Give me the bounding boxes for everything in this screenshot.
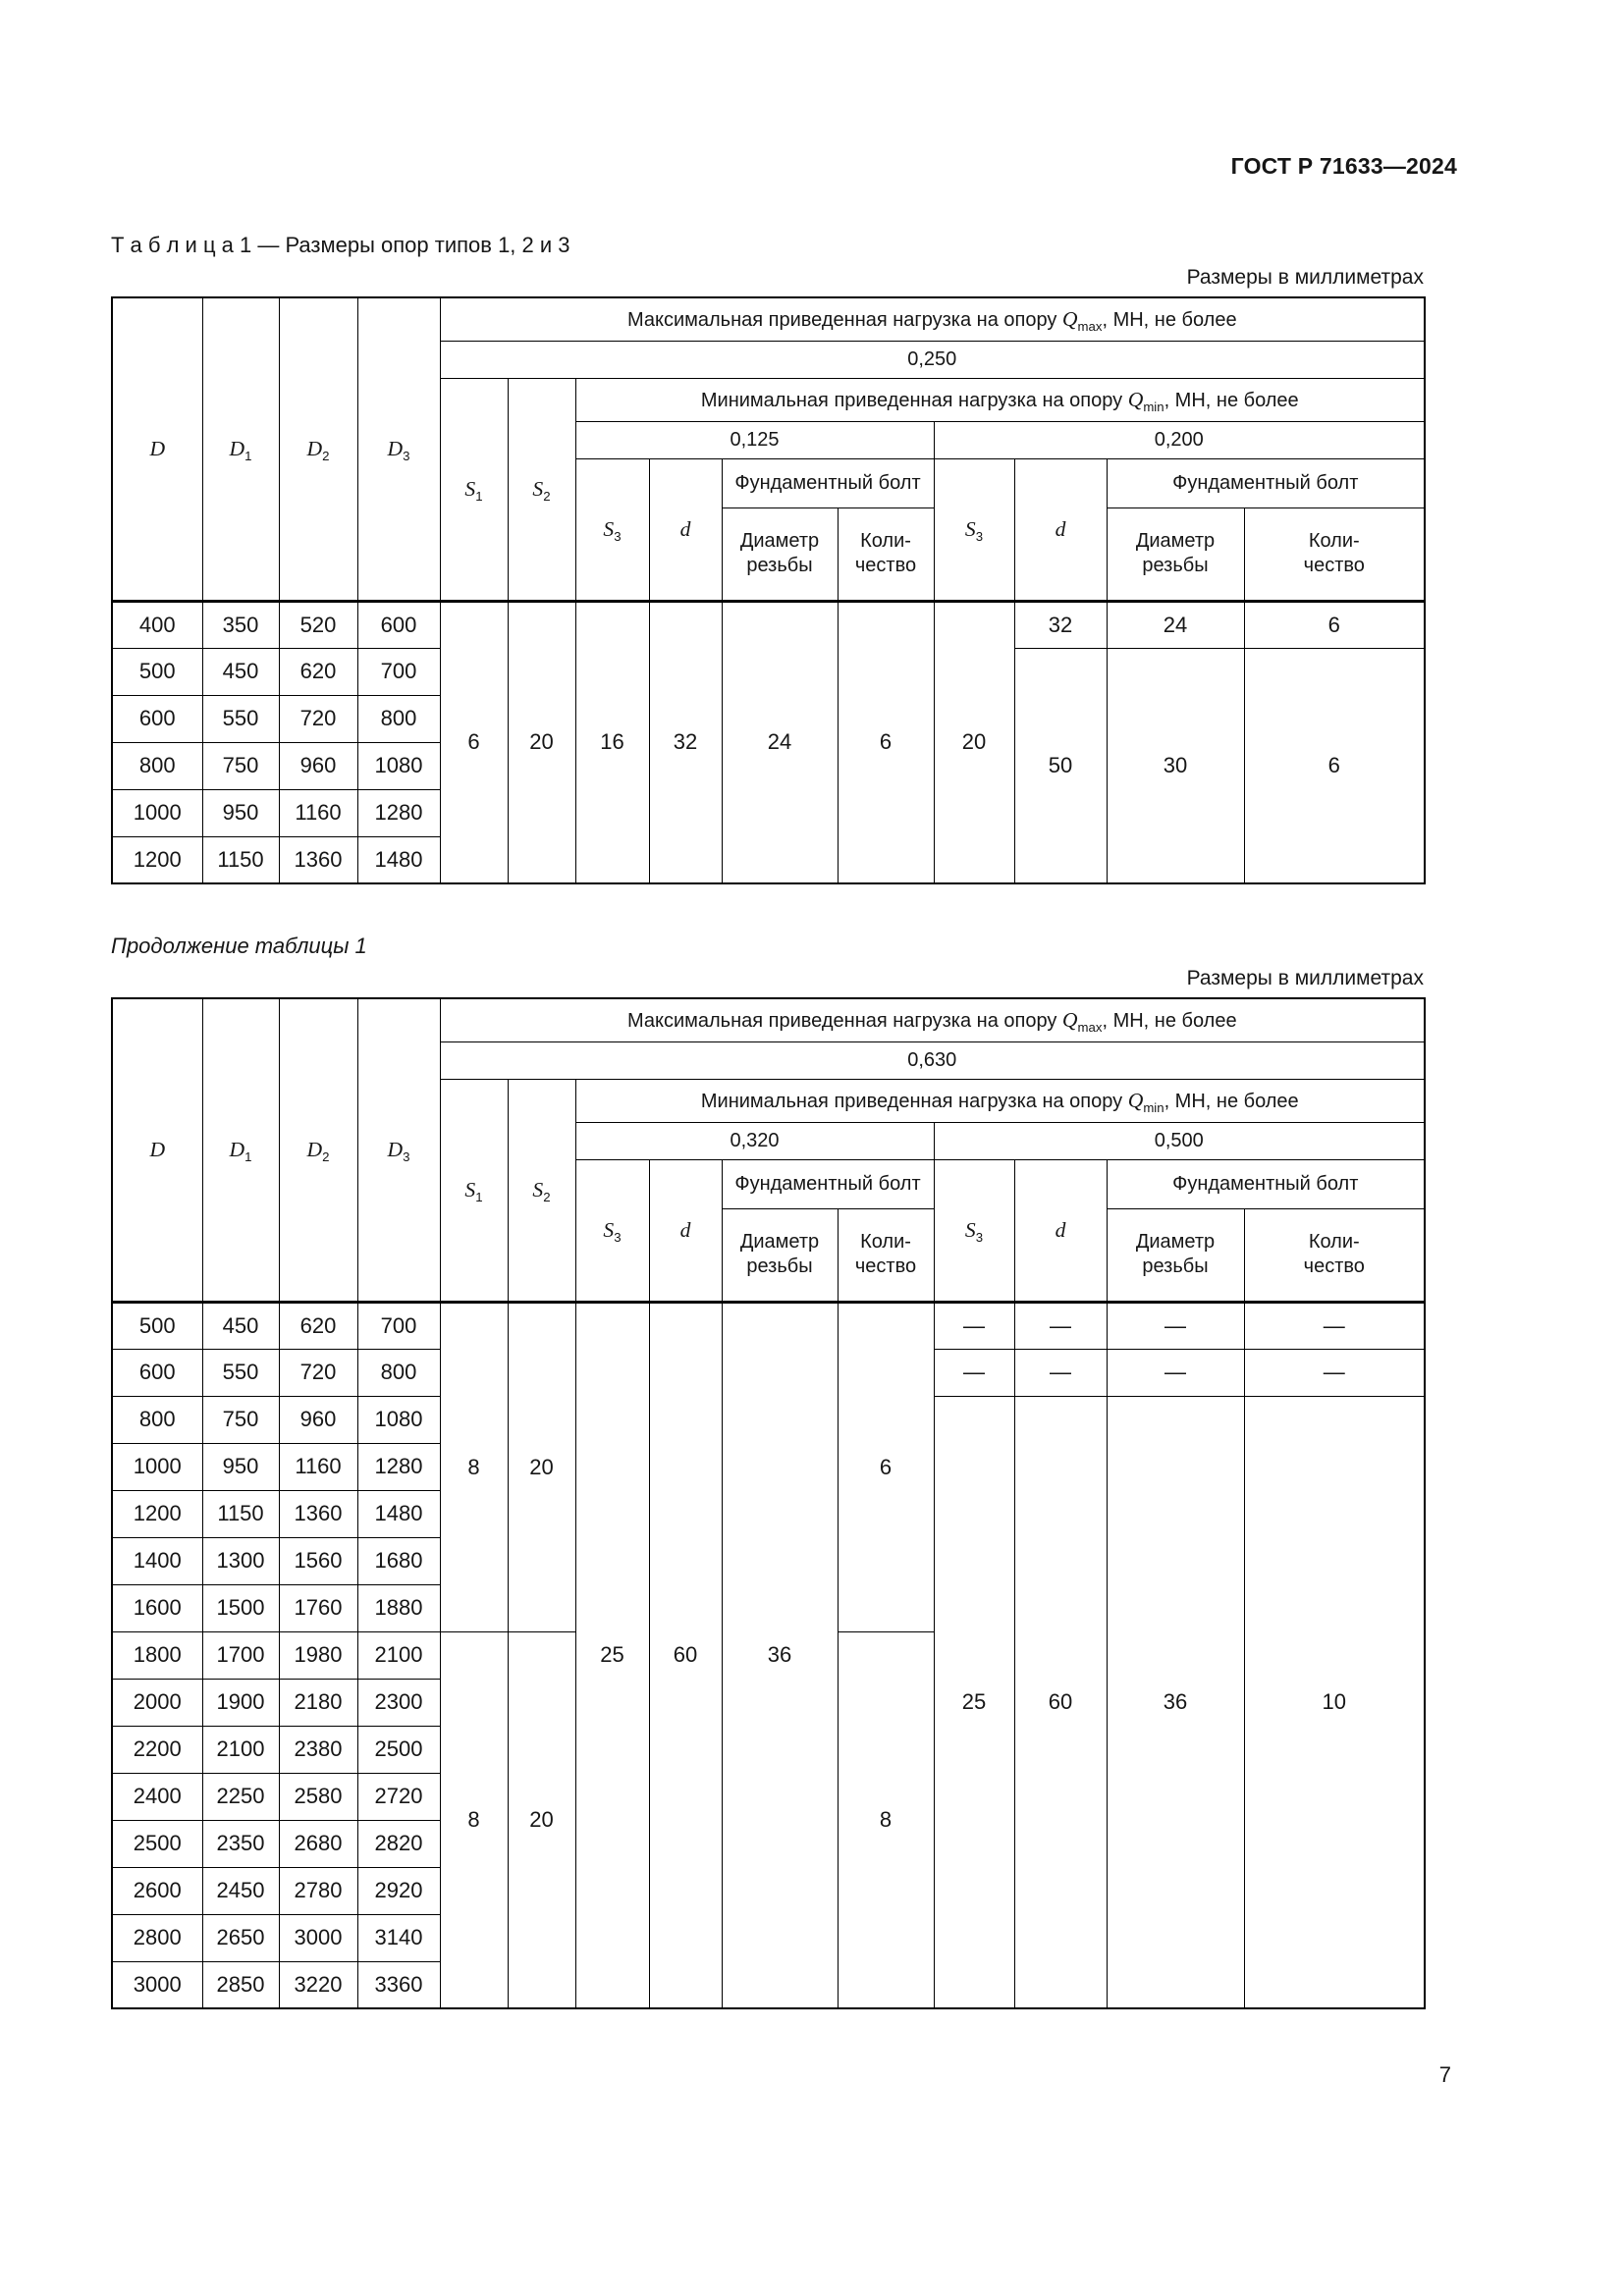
cell-D1: 1900 — [202, 1679, 279, 1726]
cell-D2: 1360 — [279, 1490, 357, 1537]
subscript-2: 2 — [543, 488, 551, 504]
quantity-line1: Коли- — [860, 1231, 911, 1253]
thread-diameter-header-left: Диаметр резьбы — [722, 507, 838, 601]
cell-dash: — — [1244, 1302, 1425, 1349]
table-row — [112, 1302, 1425, 1349]
subscript-max: max — [1077, 1019, 1103, 1035]
cell-D: 600 — [112, 1349, 202, 1396]
qmax-label-suffix: , МН, не более — [1102, 1009, 1237, 1032]
symbol-S: S — [464, 1177, 476, 1201]
subscript-3: 3 — [614, 528, 622, 544]
cell-S1: 8 — [440, 1631, 508, 2008]
cell-D2: 2580 — [279, 1773, 357, 1820]
quantity-header-left — [838, 1208, 934, 1302]
cell-D: 1000 — [112, 1443, 202, 1490]
cell-D1: 550 — [202, 1349, 279, 1396]
cell-D3: 3360 — [357, 1961, 440, 2008]
cell-D: 800 — [112, 1396, 202, 1443]
cell-thread-right: 30 — [1107, 648, 1244, 883]
cell-qty-left: 8 — [838, 1631, 934, 2008]
thread-diameter-header-right: Диаметр резьбы — [1107, 507, 1244, 601]
subscript-3: 3 — [614, 1229, 622, 1245]
symbol-S: S — [603, 1217, 615, 1242]
cell-d-left: 32 — [649, 601, 722, 883]
symbol-Q: Q — [1061, 1007, 1078, 1032]
cell-S3-right: 25 — [934, 1396, 1014, 2008]
cell-D1: 350 — [202, 601, 279, 648]
col-header-D1 — [202, 297, 279, 601]
cell-D2: 520 — [279, 601, 357, 648]
quantity-header-right — [1244, 1208, 1425, 1302]
symbol-D: D — [306, 436, 323, 460]
col-header-S2 — [508, 1079, 575, 1302]
cell-dash: — — [1107, 1302, 1244, 1349]
cell-D2: 620 — [279, 648, 357, 695]
symbol-D: D — [149, 1137, 166, 1161]
qmin-right-value: 0,200 — [934, 421, 1425, 458]
cell-D1: 450 — [202, 648, 279, 695]
qmax-label: Максимальная приведенная нагрузка на опору — [626, 1009, 1062, 1032]
symbol-D: D — [387, 1137, 404, 1161]
cell-dash: — — [934, 1349, 1014, 1396]
cell-D: 2800 — [112, 1914, 202, 1961]
cell-D3: 1080 — [357, 742, 440, 789]
cell-D3: 1280 — [357, 1443, 440, 1490]
col-header-S3-left — [575, 458, 649, 601]
subscript-1: 1 — [244, 448, 252, 463]
cell-D: 2200 — [112, 1726, 202, 1773]
cell-D1: 1300 — [202, 1537, 279, 1584]
qmax-label-suffix: , МН, не более — [1102, 308, 1237, 331]
col-header-D1 — [202, 998, 279, 1302]
cell-S2: 20 — [508, 601, 575, 883]
cell-dash: — — [1244, 1349, 1425, 1396]
cell-S3-left: 25 — [575, 1302, 649, 2008]
cell-D: 2600 — [112, 1867, 202, 1914]
qmax-header — [440, 297, 1425, 341]
symbol-D: D — [229, 436, 245, 460]
symbol-D: D — [306, 1137, 323, 1161]
cell-D: 600 — [112, 695, 202, 742]
symbol-S: S — [532, 476, 544, 501]
symbol-D: D — [387, 436, 404, 460]
cell-D1: 450 — [202, 1302, 279, 1349]
cell-D3: 1280 — [357, 789, 440, 836]
cell-D1: 2450 — [202, 1867, 279, 1914]
cell-D: 2400 — [112, 1773, 202, 1820]
symbol-d: d — [1055, 516, 1066, 541]
dimensions-table-1 — [111, 296, 1426, 884]
col-header-D — [112, 998, 202, 1302]
quantity-line2: чество — [854, 1255, 917, 1277]
table1-caption: Т а б л и ц а 1 — Размеры опор типов 1, 2 и 3 — [111, 233, 570, 257]
col-header-S1 — [440, 1079, 508, 1302]
col-header-S1 — [440, 378, 508, 601]
cell-D3: 1480 — [357, 1490, 440, 1537]
symbol-S: S — [464, 476, 476, 501]
cell-qty-right: 10 — [1244, 1396, 1425, 2008]
qmin-left-value: 0,320 — [575, 1122, 934, 1159]
cell-D2: 3220 — [279, 1961, 357, 2008]
cell-D3: 1880 — [357, 1584, 440, 1631]
cell-D2: 1160 — [279, 789, 357, 836]
cell-D3: 800 — [357, 1349, 440, 1396]
quantity-line2: чество — [1303, 1255, 1365, 1277]
symbol-Q: Q — [1127, 387, 1144, 411]
quantity-line2: чество — [854, 555, 917, 576]
cell-D3: 1080 — [357, 1396, 440, 1443]
col-header-D2 — [279, 998, 357, 1302]
foundation-bolt-header-left: Фундаментный болт — [722, 458, 934, 507]
qmax-label: Максимальная приведенная нагрузка на опору — [626, 308, 1062, 331]
cell-D: 1200 — [112, 836, 202, 883]
units-note: Размеры в миллиметрах — [1186, 967, 1424, 989]
cell-d-right: 60 — [1014, 1396, 1107, 2008]
foundation-bolt-header-left: Фундаментный болт — [722, 1159, 934, 1208]
col-header-D3 — [357, 998, 440, 1302]
cell-D2: 2180 — [279, 1679, 357, 1726]
col-header-d-left — [649, 458, 722, 601]
cell-D: 800 — [112, 742, 202, 789]
cell-thread-left: 36 — [722, 1302, 838, 2008]
cell-dash: — — [1014, 1302, 1107, 1349]
cell-thread-right: 36 — [1107, 1396, 1244, 2008]
symbol-Q: Q — [1127, 1088, 1144, 1112]
qmin-header — [575, 378, 1425, 421]
cell-D2: 620 — [279, 1302, 357, 1349]
cell-D: 1400 — [112, 1537, 202, 1584]
cell-D3: 1680 — [357, 1537, 440, 1584]
cell-D: 400 — [112, 601, 202, 648]
cell-D1: 2250 — [202, 1773, 279, 1820]
cell-d-left: 60 — [649, 1302, 722, 2008]
doc-number: ГОСТ Р 71633—2024 — [1230, 153, 1457, 179]
cell-dash: — — [1014, 1349, 1107, 1396]
subscript-3: 3 — [975, 528, 984, 544]
subscript-max: max — [1077, 318, 1103, 334]
symbol-d: d — [1055, 1217, 1066, 1242]
cell-qty-right: 6 — [1244, 601, 1425, 648]
symbol-d: d — [679, 1217, 691, 1242]
cell-D: 3000 — [112, 1961, 202, 2008]
subscript-3: 3 — [403, 1148, 410, 1164]
thread-diameter-header-left: Диаметр резьбы — [722, 1208, 838, 1302]
subscript-2: 2 — [543, 1189, 551, 1204]
cell-D: 500 — [112, 648, 202, 695]
quantity-line1: Коли- — [1308, 1231, 1360, 1253]
cell-S3-left: 16 — [575, 601, 649, 883]
cell-D3: 700 — [357, 1302, 440, 1349]
col-header-S3-right — [934, 458, 1014, 601]
cell-S2: 20 — [508, 1631, 575, 2008]
qmin-header — [575, 1079, 1425, 1122]
col-header-D3 — [357, 297, 440, 601]
cell-D3: 2300 — [357, 1679, 440, 1726]
qmin-right-value: 0,500 — [934, 1122, 1425, 1159]
qmin-label: Минимальная приведенная нагрузка на опору — [700, 1090, 1128, 1112]
cell-dash: — — [1107, 1349, 1244, 1396]
symbol-S: S — [532, 1177, 544, 1201]
cell-D: 2500 — [112, 1820, 202, 1867]
cell-D1: 750 — [202, 1396, 279, 1443]
cell-D: 500 — [112, 1302, 202, 1349]
subscript-min: min — [1143, 399, 1164, 414]
cell-thread-left: 24 — [722, 601, 838, 883]
subscript-2: 2 — [322, 1148, 330, 1164]
table1-header — [112, 297, 1425, 601]
cell-D1: 2350 — [202, 1820, 279, 1867]
cell-D3: 2920 — [357, 1867, 440, 1914]
cell-D2: 1560 — [279, 1537, 357, 1584]
qmax-value: 0,250 — [440, 341, 1425, 378]
page-number: 7 — [1438, 2062, 1451, 2087]
cell-D3: 2100 — [357, 1631, 440, 1679]
cell-D: 1200 — [112, 1490, 202, 1537]
cell-D: 1000 — [112, 789, 202, 836]
cell-D: 2000 — [112, 1679, 202, 1726]
quantity-header-right — [1244, 507, 1425, 601]
cell-D1: 950 — [202, 789, 279, 836]
quantity-header-left — [838, 507, 934, 601]
col-header-d-right — [1014, 458, 1107, 601]
cell-D2: 2380 — [279, 1726, 357, 1773]
qmax-header — [440, 998, 1425, 1041]
cell-D2: 960 — [279, 742, 357, 789]
cell-D3: 2500 — [357, 1726, 440, 1773]
cell-d-right: 50 — [1014, 648, 1107, 883]
cell-D: 1800 — [112, 1631, 202, 1679]
col-header-D — [112, 297, 202, 601]
cell-D3: 3140 — [357, 1914, 440, 1961]
cell-D3: 800 — [357, 695, 440, 742]
subscript-min: min — [1143, 1099, 1164, 1115]
cell-D2: 1160 — [279, 1443, 357, 1490]
cell-S1: 8 — [440, 1302, 508, 1631]
cell-D2: 720 — [279, 1349, 357, 1396]
cell-D2: 1760 — [279, 1584, 357, 1631]
cell-qty-right: 6 — [1244, 648, 1425, 883]
cell-D3: 600 — [357, 601, 440, 648]
subscript-1: 1 — [475, 488, 483, 504]
col-header-d-left — [649, 1159, 722, 1302]
dimensions-table-1-continuation — [111, 997, 1426, 2009]
cell-D3: 700 — [357, 648, 440, 695]
symbol-d: d — [679, 516, 691, 541]
symbol-Q: Q — [1061, 306, 1078, 331]
cell-D2: 720 — [279, 695, 357, 742]
thread-diameter-header-right: Диаметр резьбы — [1107, 1208, 1244, 1302]
cell-D1: 2850 — [202, 1961, 279, 2008]
cell-D1: 1150 — [202, 1490, 279, 1537]
col-header-d-right — [1014, 1159, 1107, 1302]
cell-S2: 20 — [508, 1302, 575, 1631]
col-header-S3-left — [575, 1159, 649, 1302]
subscript-1: 1 — [244, 1148, 252, 1164]
qmin-label-suffix: , МН, не более — [1164, 389, 1299, 411]
cell-D1: 950 — [202, 1443, 279, 1490]
cell-D3: 2720 — [357, 1773, 440, 1820]
col-header-D2 — [279, 297, 357, 601]
cell-D1: 750 — [202, 742, 279, 789]
cell-d-right: 32 — [1014, 601, 1107, 648]
subscript-2: 2 — [322, 448, 330, 463]
cell-D2: 1360 — [279, 836, 357, 883]
subscript-3: 3 — [403, 448, 410, 463]
table1-continuation-caption: Продолжение таблицы 1 — [111, 934, 367, 958]
cell-D2: 3000 — [279, 1914, 357, 1961]
symbol-S: S — [603, 516, 615, 541]
cell-D1: 1150 — [202, 836, 279, 883]
qmax-value: 0,630 — [440, 1041, 1425, 1079]
cell-D1: 1700 — [202, 1631, 279, 1679]
cell-D1: 1500 — [202, 1584, 279, 1631]
qmin-label-suffix: , МН, не более — [1164, 1090, 1299, 1112]
table2-body — [112, 1302, 1425, 2008]
table2-header — [112, 998, 1425, 1302]
cell-dash: — — [934, 1302, 1014, 1349]
cell-S1: 6 — [440, 601, 508, 883]
cell-S3-right: 20 — [934, 601, 1014, 883]
cell-D1: 550 — [202, 695, 279, 742]
symbol-S: S — [964, 516, 976, 541]
table-row — [112, 601, 1425, 648]
cell-D3: 1480 — [357, 836, 440, 883]
cell-D2: 960 — [279, 1396, 357, 1443]
cell-D3: 2820 — [357, 1820, 440, 1867]
symbol-D: D — [149, 436, 166, 460]
symbol-D: D — [229, 1137, 245, 1161]
foundation-bolt-header-right: Фундаментный болт — [1107, 458, 1425, 507]
cell-qty-left: 6 — [838, 1302, 934, 1631]
units-note: Размеры в миллиметрах — [1186, 266, 1424, 289]
col-header-S2 — [508, 378, 575, 601]
col-header-S3-right — [934, 1159, 1014, 1302]
qmin-label: Минимальная приведенная нагрузка на опору — [700, 389, 1128, 411]
cell-D2: 1980 — [279, 1631, 357, 1679]
quantity-line1: Коли- — [1308, 530, 1360, 552]
symbol-S: S — [964, 1217, 976, 1242]
cell-D1: 2100 — [202, 1726, 279, 1773]
cell-qty-left: 6 — [838, 601, 934, 883]
cell-D2: 2780 — [279, 1867, 357, 1914]
cell-D2: 2680 — [279, 1820, 357, 1867]
subscript-3: 3 — [975, 1229, 984, 1245]
cell-D1: 2650 — [202, 1914, 279, 1961]
table1-body — [112, 601, 1425, 883]
quantity-line1: Коли- — [860, 530, 911, 552]
foundation-bolt-header-right: Фундаментный болт — [1107, 1159, 1425, 1208]
qmin-left-value: 0,125 — [575, 421, 934, 458]
subscript-1: 1 — [475, 1189, 483, 1204]
cell-thread-right: 24 — [1107, 601, 1244, 648]
cell-D: 1600 — [112, 1584, 202, 1631]
quantity-line2: чество — [1303, 555, 1365, 576]
